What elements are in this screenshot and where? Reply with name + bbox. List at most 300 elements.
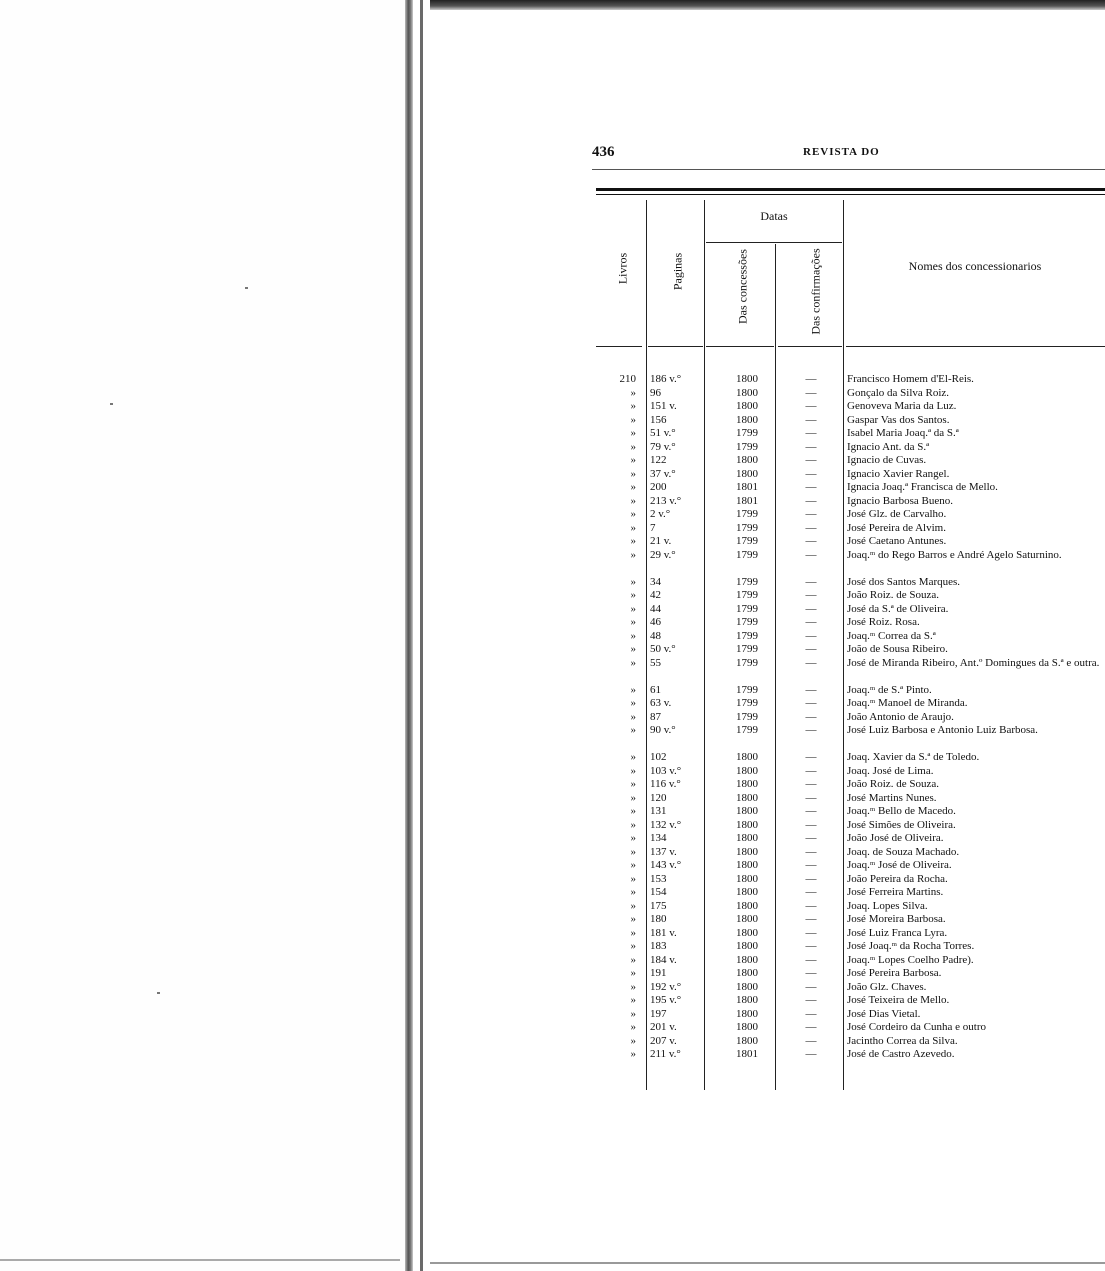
table-row — [0, 522, 1105, 536]
cell-confirmacao: — — [805, 454, 817, 466]
cell-livro: » — [630, 980, 636, 993]
cell-nome: José Moreira Barbosa. — [847, 913, 946, 925]
cell-concessao: 1800 — [736, 805, 758, 817]
cell-concessao: 1799 — [736, 629, 758, 642]
cell-concessao: 1800 — [736, 872, 758, 885]
cell-concessao: 1800 — [736, 751, 758, 763]
table-row — [0, 900, 1105, 914]
cell-pagina: 175 — [650, 899, 667, 912]
cell-concessao: 1799 — [736, 575, 758, 588]
running-head: REVISTA DO — [803, 146, 880, 158]
cell-nome: José Glz. de Carvalho. — [847, 508, 947, 520]
cell-pagina: 156 — [650, 413, 667, 426]
cell-livro: » — [630, 589, 636, 601]
cell-pagina: 186 v.° — [650, 373, 682, 385]
header-rule — [592, 169, 1105, 170]
cell-nome: Joaq. de Souza Machado. — [847, 845, 960, 858]
header-bottom-rule — [846, 346, 1105, 347]
cell-nome: Joaq. Lopes Silva. — [847, 899, 928, 912]
cell-nome: Genoveva Maria da Luz. — [847, 400, 957, 412]
page-number: 436 — [592, 144, 615, 160]
table-row — [0, 819, 1105, 833]
cell-confirmacao: — — [805, 791, 817, 804]
table-row — [0, 603, 1105, 617]
cell-confirmacao: — — [805, 1007, 817, 1020]
cell-pagina: 87 — [650, 710, 661, 723]
cell-nome: José de Miranda Ribeiro, Ant.º Domingues da S.ª e outra. — [847, 656, 1100, 669]
cell-concessao: 1800 — [736, 980, 758, 993]
cell-pagina: 96 — [650, 386, 661, 399]
cell-pagina: 63 v. — [650, 697, 672, 709]
cell-livro: » — [630, 967, 636, 979]
cell-pagina: 151 v. — [650, 400, 677, 412]
cell-pagina: 180 — [650, 913, 667, 925]
cell-nome: Joaq.ᵐ Lopes Coelho Padre). — [847, 953, 974, 966]
cell-livro: » — [630, 548, 636, 561]
cell-nome: João Roiz. de Souza. — [847, 589, 939, 601]
cell-confirmacao: — — [805, 616, 817, 628]
cell-concessao: 1800 — [736, 994, 758, 1006]
cell-concessao: 1800 — [736, 845, 758, 858]
cell-livro: » — [630, 508, 636, 520]
cell-concessao: 1799 — [736, 548, 758, 561]
table-row — [0, 765, 1105, 779]
top-edge-shadow — [430, 0, 1105, 10]
cell-pagina: 197 — [650, 1007, 667, 1020]
cell-nome: José Joaq.ᵐ da Rocha Torres. — [847, 940, 975, 952]
cell-nome: Gaspar Vas dos Santos. — [847, 413, 950, 426]
cell-confirmacao: — — [805, 967, 817, 979]
header-das-confirmacoes: Das confirmações — [808, 248, 823, 335]
table-row — [0, 751, 1105, 765]
cell-nome: João Pereira da Rocha. — [847, 872, 948, 885]
cell-confirmacao: — — [805, 926, 817, 939]
cell-nome: Joaq. José de Lima. — [847, 764, 934, 777]
cell-pagina: 154 — [650, 886, 667, 898]
table-row — [0, 630, 1105, 644]
cell-pagina: 48 — [650, 629, 661, 642]
table-row — [0, 427, 1105, 441]
table-row — [0, 643, 1105, 657]
cell-confirmacao: — — [805, 859, 817, 871]
table-row — [0, 441, 1105, 455]
cell-livro: » — [630, 467, 636, 480]
table-row — [0, 481, 1105, 495]
cell-concessao: 1800 — [736, 953, 758, 966]
cell-confirmacao: — — [805, 548, 817, 561]
cell-nome: Jacintho Correa da Silva. — [847, 1034, 958, 1047]
table-row — [0, 589, 1105, 603]
cell-nome: José Luiz Franca Lyra. — [847, 926, 948, 939]
cell-concessao: 1799 — [736, 710, 758, 723]
cell-nome: Ignacio de Cuvas. — [847, 454, 927, 466]
cell-nome: José Caetano Antunes. — [847, 535, 947, 547]
header-bottom-rule — [596, 346, 642, 347]
cell-livro: » — [630, 859, 636, 871]
table-row — [0, 1035, 1105, 1049]
cell-confirmacao: — — [805, 440, 817, 453]
table-row — [0, 927, 1105, 941]
cell-nome: José Ferreira Martins. — [847, 886, 944, 898]
table-row — [0, 549, 1105, 576]
cell-confirmacao: — — [805, 508, 817, 520]
cell-nome: Joaq.ᵐ do Rego Barros e André Agelo Saturnino. — [847, 548, 1062, 561]
cell-confirmacao: — — [805, 481, 817, 493]
cell-nome: Isabel Maria Joaq.ª da S.ª — [847, 427, 959, 439]
cell-livro: » — [630, 602, 636, 615]
cell-concessao: 1801 — [736, 1048, 758, 1060]
scan-speck — [245, 287, 248, 289]
cell-pagina: 207 v. — [650, 1034, 677, 1047]
cell-livro: » — [630, 386, 636, 399]
table-row — [0, 495, 1105, 509]
cell-nome: José Pereira de Alvim. — [847, 521, 946, 534]
cell-nome: José Simões de Oliveira. — [847, 818, 956, 831]
cell-confirmacao: — — [805, 575, 817, 588]
cell-concessao: 1800 — [736, 467, 758, 480]
cell-confirmacao: — — [805, 886, 817, 898]
cell-nome: José Dias Vietal. — [847, 1007, 921, 1020]
cell-nome: José Martins Nunes. — [847, 791, 937, 804]
table-row — [0, 792, 1105, 806]
header-bottom-rule — [648, 346, 703, 347]
cell-concessao: 1799 — [736, 535, 758, 547]
cell-confirmacao: — — [805, 683, 817, 696]
cell-nome: José de Castro Azevedo. — [847, 1048, 955, 1060]
cell-confirmacao: — — [805, 710, 817, 723]
cell-confirmacao: — — [805, 521, 817, 534]
cell-livro: » — [630, 454, 636, 466]
cell-nome: João Roiz. de Souza. — [847, 778, 939, 790]
cell-pagina: 103 v.° — [650, 764, 682, 777]
cell-concessao: 1799 — [736, 683, 758, 696]
cell-livro: » — [630, 791, 636, 804]
cell-livro: » — [630, 845, 636, 858]
cell-livro: » — [630, 643, 636, 655]
cell-confirmacao: — — [805, 697, 817, 709]
table-row — [0, 508, 1105, 522]
header-nomes: Nomes dos concessionarios — [908, 259, 1042, 273]
cell-confirmacao: — — [805, 602, 817, 615]
cell-nome: José da S.ª de Oliveira. — [847, 602, 949, 615]
cell-confirmacao: — — [805, 980, 817, 993]
cell-concessao: 1799 — [736, 521, 758, 534]
cell-livro: » — [630, 1007, 636, 1020]
cell-pagina: 37 v.° — [650, 467, 676, 480]
table-row — [0, 454, 1105, 468]
cell-confirmacao: — — [805, 400, 817, 412]
cell-nome: José Roiz. Rosa. — [847, 616, 920, 628]
cell-confirmacao: — — [805, 1048, 817, 1060]
cell-livro: » — [630, 764, 636, 777]
cell-concessao: 1799 — [736, 697, 758, 709]
cell-pagina: 195 v.° — [650, 994, 682, 1006]
cell-livro: » — [630, 805, 636, 817]
cell-nome: Ignacio Barbosa Bueno. — [847, 494, 953, 507]
cell-confirmacao: — — [805, 872, 817, 885]
cell-livro: » — [630, 616, 636, 628]
cell-pagina: 116 v.° — [650, 778, 681, 790]
table-row — [0, 414, 1105, 428]
cell-concessao: 1799 — [736, 508, 758, 520]
table-row — [0, 697, 1105, 711]
table-row — [0, 859, 1105, 873]
cell-livro: » — [630, 899, 636, 912]
cell-confirmacao: — — [805, 494, 817, 507]
bottom-edge-left — [0, 1259, 400, 1261]
table-body — [0, 373, 1105, 1062]
cell-concessao: 1800 — [736, 967, 758, 979]
cell-pagina: 2 v.° — [650, 508, 671, 520]
table-row — [0, 468, 1105, 482]
cell-confirmacao: — — [805, 994, 817, 1006]
cell-pagina: 191 — [650, 967, 667, 979]
cell-livro: » — [630, 656, 636, 669]
table-row — [0, 873, 1105, 887]
cell-confirmacao: — — [805, 805, 817, 817]
cell-pagina: 184 v. — [650, 953, 677, 966]
table-row — [0, 535, 1105, 549]
table-row — [0, 576, 1105, 590]
cell-livro: » — [630, 913, 636, 925]
cell-concessao: 1800 — [736, 1007, 758, 1020]
cell-pagina: 34 — [650, 575, 661, 588]
cell-confirmacao: — — [805, 386, 817, 399]
cell-nome: Joaq.ᵐ José de Oliveira. — [847, 859, 952, 871]
header-paginas: Paginas — [670, 252, 685, 291]
cell-livro: » — [630, 427, 636, 439]
cell-nome: Joaq.ᵐ Correa da S.ª — [847, 629, 936, 642]
cell-concessao: 1800 — [736, 400, 758, 412]
cell-livro: » — [630, 683, 636, 696]
cell-livro: » — [630, 886, 636, 898]
cell-nome: João José de Oliveira. — [847, 832, 944, 844]
cell-nome: Joaq.ᵐ Bello de Macedo. — [847, 805, 956, 817]
bottom-edge-right — [430, 1262, 1105, 1264]
cell-concessao: 1800 — [736, 386, 758, 399]
cell-concessao: 1799 — [736, 427, 758, 439]
cell-concessao: 1800 — [736, 886, 758, 898]
table-row — [0, 1048, 1105, 1062]
table-row — [0, 994, 1105, 1008]
cell-livro: » — [630, 926, 636, 939]
cell-pagina: 131 — [650, 805, 667, 817]
cell-confirmacao: — — [805, 535, 817, 547]
cell-concessao: 1799 — [736, 656, 758, 669]
cell-concessao: 1800 — [736, 899, 758, 912]
cell-pagina: 183 — [650, 940, 667, 952]
header-bottom-rule — [706, 346, 774, 347]
cell-concessao: 1800 — [736, 413, 758, 426]
table-row — [0, 1008, 1105, 1022]
cell-confirmacao: — — [805, 467, 817, 480]
cell-livro: » — [630, 535, 636, 547]
table-row — [0, 373, 1105, 387]
cell-pagina: 7 — [650, 521, 656, 534]
cell-pagina: 102 — [650, 751, 667, 763]
cell-concessao: 1801 — [736, 494, 758, 507]
cell-confirmacao: — — [805, 940, 817, 952]
cell-livro: 210 — [619, 373, 636, 385]
datas-subheader-rule — [706, 242, 842, 243]
cell-confirmacao: — — [805, 751, 817, 763]
cell-confirmacao: — — [805, 656, 817, 669]
cell-livro: » — [630, 413, 636, 426]
cell-nome: João Glz. Chaves. — [847, 980, 927, 993]
cell-pagina: 21 v. — [650, 535, 672, 547]
table-row — [0, 913, 1105, 927]
cell-nome: João Antonio de Araujo. — [847, 710, 954, 723]
header-livros: Livros — [615, 252, 630, 285]
cell-concessao: 1800 — [736, 926, 758, 939]
cell-livro: » — [630, 494, 636, 507]
cell-livro: » — [630, 994, 636, 1006]
cell-concessao: 1799 — [736, 724, 758, 736]
cell-livro: » — [630, 1034, 636, 1047]
cell-concessao: 1800 — [736, 859, 758, 871]
cell-concessao: 1800 — [736, 373, 758, 385]
cell-concessao: 1800 — [736, 832, 758, 844]
cell-livro: » — [630, 832, 636, 844]
cell-nome: José dos Santos Marques. — [847, 575, 961, 588]
cell-nome: Joaq. Xavier da S.ª de Toledo. — [847, 751, 980, 763]
cell-concessao: 1799 — [736, 643, 758, 655]
cell-pagina: 44 — [650, 602, 661, 615]
cell-concessao: 1799 — [736, 602, 758, 615]
cell-nome: Ignacia Joaq.ª Francisca de Mello. — [847, 481, 998, 493]
cell-confirmacao: — — [805, 643, 817, 655]
cell-concessao: 1800 — [736, 1021, 758, 1033]
header-datas: Datas — [760, 209, 788, 223]
cell-pagina: 122 — [650, 454, 667, 466]
cell-confirmacao: — — [805, 427, 817, 439]
cell-nome: Gonçalo da Silva Roiz. — [847, 386, 950, 399]
cell-nome: José Pereira Barbosa. — [847, 967, 942, 979]
cell-concessao: 1800 — [736, 913, 758, 925]
cell-confirmacao: — — [805, 1034, 817, 1047]
table-row — [0, 711, 1105, 725]
cell-livro: » — [630, 629, 636, 642]
cell-livro: » — [630, 481, 636, 493]
cell-nome: Francisco Homem d'El-Reis. — [847, 373, 974, 385]
table-row — [0, 967, 1105, 981]
cell-pagina: 132 v.° — [650, 818, 682, 831]
cell-confirmacao: — — [805, 953, 817, 966]
cell-livro: » — [630, 400, 636, 412]
table-row — [0, 1021, 1105, 1035]
cell-livro: » — [630, 1048, 636, 1060]
cell-pagina: 50 v.° — [650, 643, 676, 655]
table-row — [0, 616, 1105, 630]
table-row — [0, 981, 1105, 995]
cell-pagina: 192 v.° — [650, 980, 682, 993]
cell-livro: » — [630, 521, 636, 534]
cell-concessao: 1800 — [736, 940, 758, 952]
cell-confirmacao: — — [805, 589, 817, 601]
cell-confirmacao: — — [805, 818, 817, 831]
table-row — [0, 886, 1105, 900]
cell-livro: » — [630, 697, 636, 709]
cell-confirmacao: — — [805, 832, 817, 844]
cell-nome: Joaq.ᵐ de S.ª Pinto. — [847, 683, 932, 696]
cell-concessao: 1800 — [736, 791, 758, 804]
table-row — [0, 805, 1105, 819]
table-row — [0, 684, 1105, 698]
header-bottom-rule — [778, 346, 842, 347]
cell-concessao: 1800 — [736, 1034, 758, 1047]
table-row — [0, 724, 1105, 751]
cell-concessao: 1799 — [736, 589, 758, 601]
table-top-rule-thin — [596, 194, 1105, 195]
cell-livro: » — [630, 872, 636, 885]
cell-pagina: 153 — [650, 872, 667, 885]
cell-confirmacao: — — [805, 373, 817, 385]
cell-confirmacao: — — [805, 724, 817, 736]
cell-nome: João de Sousa Ribeiro. — [847, 643, 948, 655]
cell-concessao: 1800 — [736, 454, 758, 466]
cell-pagina: 137 v. — [650, 845, 677, 858]
table-row — [0, 832, 1105, 846]
table-row — [0, 400, 1105, 414]
table-row — [0, 846, 1105, 860]
cell-livro: » — [630, 940, 636, 952]
cell-confirmacao: — — [805, 913, 817, 925]
cell-livro: » — [630, 440, 636, 453]
cell-confirmacao: — — [805, 778, 817, 790]
cell-pagina: 51 v.° — [650, 427, 676, 439]
cell-concessao: 1799 — [736, 440, 758, 453]
cell-concessao: 1801 — [736, 481, 758, 493]
cell-pagina: 55 — [650, 656, 661, 669]
cell-confirmacao: — — [805, 764, 817, 777]
cell-concessao: 1799 — [736, 616, 758, 628]
table-top-rule — [596, 188, 1105, 191]
cell-pagina: 211 v.° — [650, 1048, 681, 1060]
cell-pagina: 90 v.° — [650, 724, 676, 736]
cell-livro: » — [630, 724, 636, 736]
cell-pagina: 201 v. — [650, 1021, 677, 1033]
cell-livro: » — [630, 778, 636, 790]
cell-pagina: 213 v.° — [650, 494, 682, 507]
cell-nome: Joaq.ᵐ Manoel de Miranda. — [847, 697, 968, 709]
table-row — [0, 940, 1105, 954]
cell-livro: » — [630, 953, 636, 966]
cell-confirmacao: — — [805, 1021, 817, 1033]
cell-livro: » — [630, 710, 636, 723]
cell-confirmacao: — — [805, 413, 817, 426]
cell-concessao: 1800 — [736, 778, 758, 790]
cell-nome: José Cordeiro da Cunha e outro — [847, 1021, 986, 1033]
cell-confirmacao: — — [805, 845, 817, 858]
cell-livro: » — [630, 818, 636, 831]
cell-pagina: 120 — [650, 791, 667, 804]
cell-livro: » — [630, 751, 636, 763]
cell-pagina: 200 — [650, 481, 667, 493]
cell-pagina: 134 — [650, 832, 667, 844]
cell-livro: » — [630, 575, 636, 588]
cell-pagina: 42 — [650, 589, 661, 601]
table-row — [0, 657, 1105, 684]
cell-confirmacao: — — [805, 899, 817, 912]
cell-nome: José Teixeira de Mello. — [847, 994, 950, 1006]
cell-pagina: 61 — [650, 683, 661, 696]
table-row — [0, 387, 1105, 401]
cell-pagina: 143 v.° — [650, 859, 682, 871]
cell-nome: José Luiz Barbosa e Antonio Luiz Barbosa. — [847, 724, 1038, 736]
cell-pagina: 181 v. — [650, 926, 677, 939]
cell-livro: » — [630, 1021, 636, 1033]
cell-concessao: 1800 — [736, 818, 758, 831]
